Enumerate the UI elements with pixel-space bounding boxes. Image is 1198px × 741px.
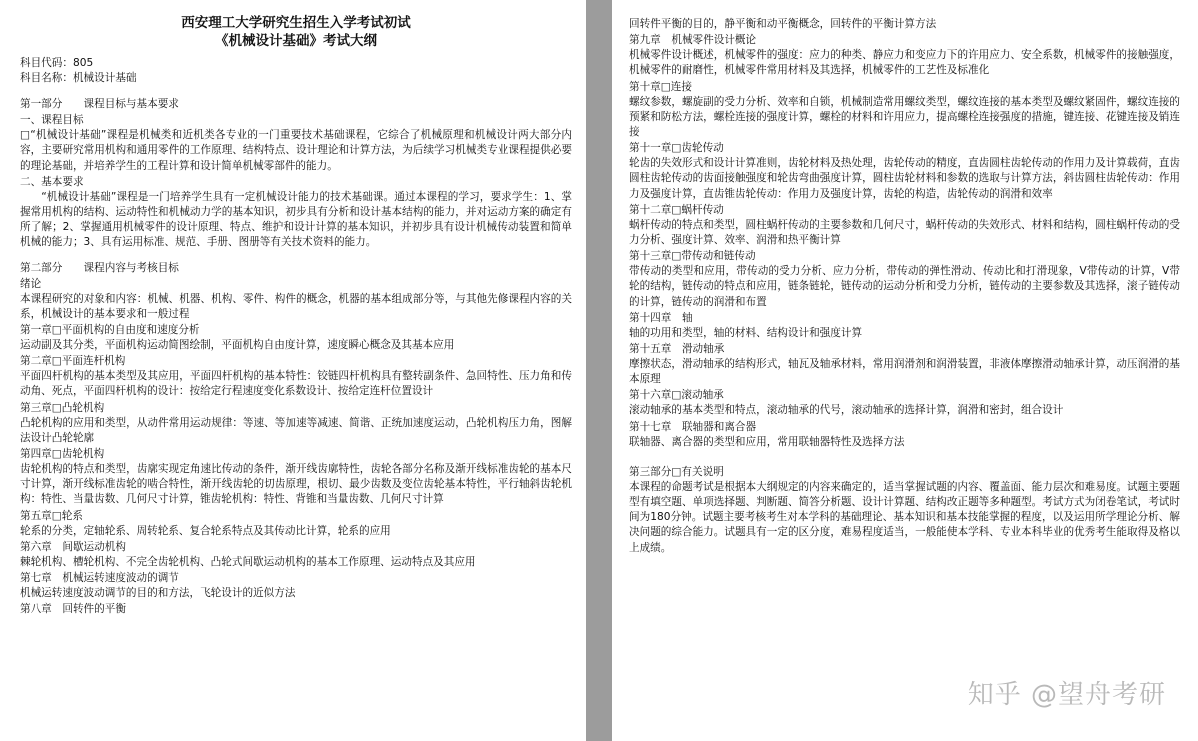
- chapter1-text: 运动副及其分类，平面机构运动简图绘制，平面机构自由度计算，速度瞬心概念及其基本应用: [20, 339, 455, 352]
- part1-heading: 第一部分 课程目标与基本要求: [20, 98, 179, 111]
- chapter16-heading: 第十六章□滚动轴承: [629, 389, 724, 402]
- chapter8-text: 回转件平衡的目的，静平衡和动平衡概念，回转件的平衡计算方法: [629, 18, 937, 30]
- part2-heading: 第二部分 课程内容与考核目标: [20, 261, 179, 274]
- zhihu-watermark: 知乎 @望舟考研: [967, 680, 1166, 710]
- chapter15-heading: 第十五章 滑动轴承: [629, 343, 725, 356]
- chapter10-heading: 第十章□连接: [629, 80, 692, 93]
- section-basic-requirements: 二、基本要求: [20, 175, 84, 188]
- chapter7-heading: 第七章 机械运转速度波动的调节: [20, 572, 179, 585]
- subject-name: 科目名称：机械设计基础: [20, 72, 137, 85]
- chapter11-heading: 第十一章□齿轮传动: [629, 142, 724, 155]
- chapter9-heading: 第九章 机械零件设计概论: [629, 34, 757, 47]
- chapter4-heading: 第四章□齿轮机构: [20, 448, 105, 461]
- chapter4-text: 齿轮机构的特点和类型，齿廓实现定角速比传动的条件，渐开线齿廓特性，齿轮各部分名称及渐开线标准齿轮的基本尺寸计算，渐开线标准齿轮的啮合特性，渐开线齿轮的切齿原理，根切、最少齿数及变位齿轮基本特性，平行轴斜齿轮机构：特性、当量齿数、几何尺寸计算，锥齿轮机构：特性、背锥和当量齿数、几何尺寸计算: [20, 463, 572, 506]
- chapter12-heading: 第十二章□蜗杆传动: [629, 203, 724, 216]
- chapter14-text: 轴的功用和类型，轴的材料、结构设计和强度计算: [629, 326, 863, 339]
- chapter10-text: 螺纹参数，螺旋副的受力分析、效率和自锁，机械制造常用螺纹类型，螺纹连接的基本类型及螺纹紧固件，螺纹连接的预紧和防松方法，螺栓连接的强度计算，螺栓的材料和许用应力，提高螺栓连接强度的措施，键连接、花键连接及销连接: [629, 95, 1180, 139]
- basic-requirements-paragraph: “机械设计基础”课程是一门培养学生具有一定机械设计能力的技术基础课。通过本课程的学习，要求学生：1、掌握常用机构的结构、运动特性和机械动力学的基本知识，初步具有分析和设计基本结构的能力，并对运动方案的确定有所了解；2、掌握通用机械零件的设计原理、特点、维护和设计计算的基本知识，并初步具有设计机械传动装置和简单机械的能力；3、具有运用标准、规范、手册、图册等有关技术资料的能力。: [20, 190, 572, 249]
- chapter1-heading: 第一章□平面机构的自由度和速度分析: [20, 324, 200, 337]
- chapter14-heading: 第十四章 轴: [629, 311, 693, 324]
- part3-heading: 第三部分□有关说明: [629, 465, 724, 478]
- chapter5-heading: 第五章□轮系: [20, 509, 83, 522]
- document-page-left: [0, 0, 586, 741]
- doc-title-line2: 《机械设计基础》考试大纲: [215, 33, 377, 49]
- chapter6-text: 棘轮机构、槽轮机构、不完全齿轮机构、凸轮式间歇运动机构的基本工作原理、运动特点及其应用: [20, 555, 476, 568]
- chapter6-heading: 第六章 间歇运动机构: [20, 540, 126, 553]
- notes-paragraph: 本课程的命题考试是根据本大纲规定的内容来确定的，适当掌握试题的内容、覆盖面、能力层次和难易度。试题主要题型有填空题、单项选择题、判断题、简答分析题、设计计算题、结构改正题等多种题型。考试方式为闭卷笔试，考试时间为180分钟。试题主要考核考生对本学科的基础理论、基本知识和基本技能掌握的程度，以及运用所学理论分析、解决问题的综合能力。试题具有一定的区分度，难易程度适当，一般能使本学科、专业本科毕业的优秀考生能取得及格以上成绩。: [629, 480, 1180, 554]
- chapter11-text: 轮齿的失效形式和设计计算准则，齿轮材料及热处理，齿轮传动的精度，直齿圆柱齿轮传动的作用力及计算载荷，直齿圆柱齿轮传动的齿面接触强度和轮齿弯曲强度计算，圆柱齿轮材料和参数的选取与计算方法，斜齿圆柱齿轮传动：作用力及强度计算，直齿锥齿轮传动：作用力及强度计算，齿轮的构造，齿轮传动的润滑和效率: [629, 157, 1180, 200]
- subject-code: 科目代码：805: [20, 57, 94, 69]
- chapter8-heading: 第八章 回转件的平衡: [20, 603, 126, 616]
- intro-heading: 绪论: [20, 277, 42, 290]
- chapter13-text: 带传动的类型和应用，带传动的受力分析、应力分析，带传动的弹性滑动、传动比和打滑现象，V带传动的计算，V带轮的结构，链传动的特点和应用，链条链轮，链传动的运动分析和受力分析，链传动的主要参数及其选择，滚子链传动的计算，链传动的润滑和布置: [629, 265, 1180, 308]
- doc-title-line1: 西安理工大学研究生招生入学考试初试: [181, 15, 411, 31]
- chapter16-text: 滚动轴承的基本类型和特点，滚动轴承的代号，滚动轴承的选择计算，润滑和密封，组合设计: [629, 404, 1064, 417]
- chapter12-text: 蜗杆传动的特点和类型，圆柱蜗杆传动的主要参数和几何尺寸，蜗杆传动的失效形式、材料和结构，圆柱蜗杆传动的受力分析、强度计算、效率、润滑和热平衡计算: [629, 218, 1180, 247]
- section-course-goal: 一、课程目标: [20, 114, 84, 127]
- chapter3-heading: 第三章□凸轮机构: [20, 401, 105, 414]
- chapter5-text: 轮系的分类，定轴轮系、周转轮系、复合轮系特点及其传动比计算，轮系的应用: [20, 524, 391, 537]
- chapter13-heading: 第十三章□带传动和链传动: [629, 250, 756, 263]
- chapter9-text: 机械零件设计概述，机械零件的强度：应力的种类、静应力和变应力下的许用应力、安全系数，机械零件的接触强度，机械零件的耐磨性，机械零件常用材料及其选择，机械零件的工艺性及标准化: [629, 49, 1180, 77]
- chapter2-heading: 第二章□平面连杆机构: [20, 355, 126, 368]
- chapter17-heading: 第十七章 联轴器和离合器: [629, 420, 757, 433]
- intro-paragraph: 本课程研究的对象和内容：机械、机器、机构、零件、构件的概念，机器的基本组成部分等，与其他先修课程内容的关系，机械设计的基本要求和一般过程: [20, 292, 572, 320]
- document-page-right: [612, 0, 1198, 741]
- chapter17-text: 联轴器、离合器的类型和应用，常用联轴器特性及选择方法: [629, 435, 905, 448]
- chapter7-text: 机械运转速度波动调节的目的和方法，飞轮设计的近似方法: [20, 587, 296, 600]
- course-goal-paragraph: □“机械设计基础”课程是机械类和近机类各专业的一门重要技术基础课程，它综合了机械原理和机械设计两大部分内容，主要研究常用机构和通用零件的工作原理、结构特点、设计理论和计算方法，为后续学习机械类专业课程提供必要的理论基础，并培养学生的工程计算和设计简单机械零部件的能力。: [20, 129, 572, 172]
- chapter3-text: 凸轮机构的应用和类型，从动件常用运动规律：等速、等加速等减速、简谐、正统加速度运动，凸轮机构压力角，图解法设计凸轮轮廓: [20, 416, 572, 444]
- chapter15-text: 摩擦状态，滑动轴承的结构形式，轴瓦及轴承材料，常用润滑剂和润滑装置，非液体摩擦滑动轴承计算，动压润滑的基本原理: [629, 358, 1180, 386]
- chapter2-text: 平面四杆机构的基本类型及其应用，平面四杆机构的基本特性：铰链四杆机构具有整转副条件、急回特性、压力角和传动角、死点，平面四杆机构的设计：按给定行程速度变化系数设计、按给定连杆位置设计: [20, 370, 572, 398]
